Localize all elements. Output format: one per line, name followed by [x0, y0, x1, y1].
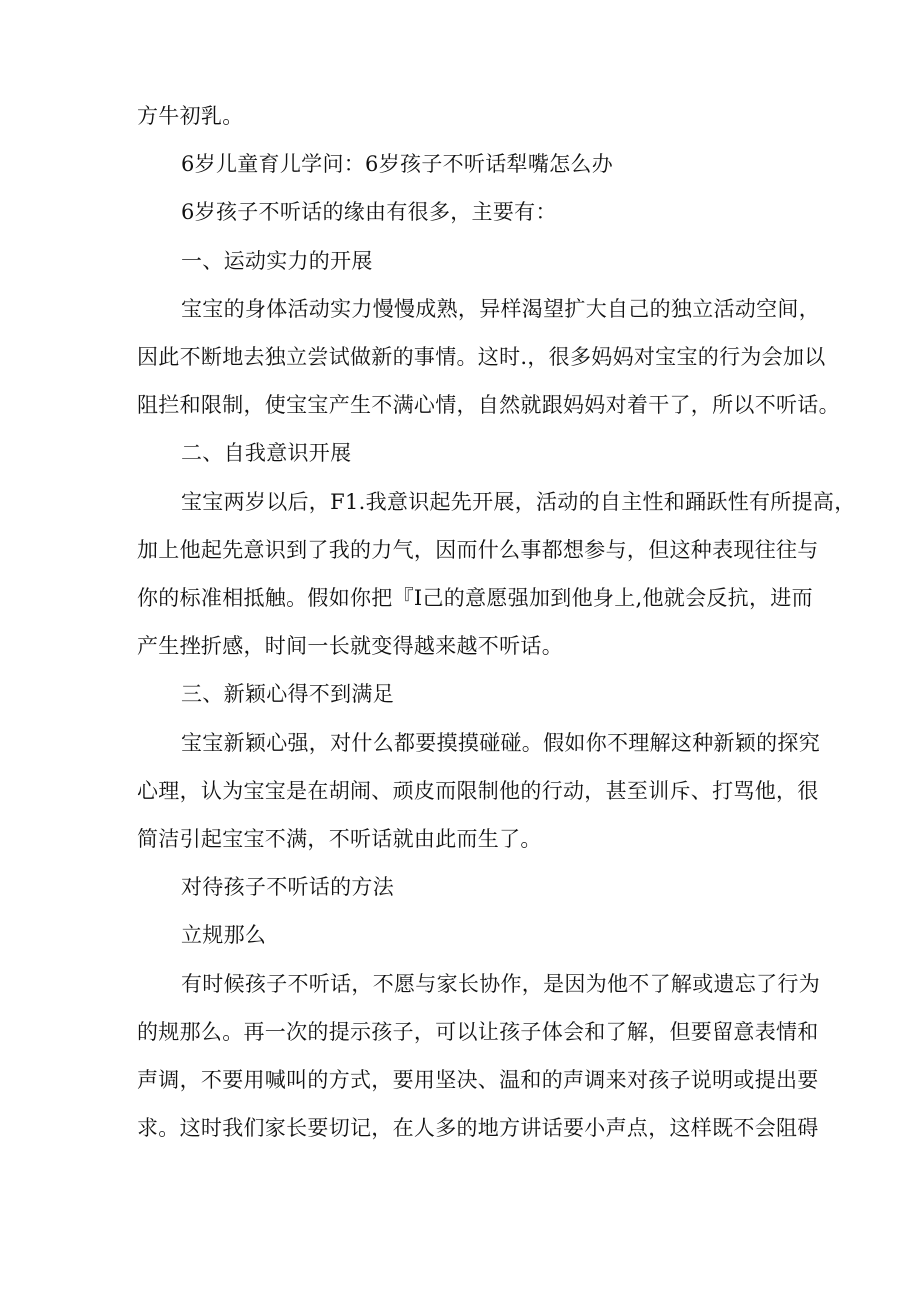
paragraph-intro: 6岁孩子不听话的缘由有很多，主要有： — [181, 200, 557, 224]
paragraph-line: 简洁引起宝宝不满，不听话就由此而生了。 — [137, 827, 542, 851]
paragraph-line: 宝宝两岁以后，F1.我意识起先开展，活动的自主性和踊跃性有所提高， — [181, 490, 856, 514]
paragraph-line: 产生挫折感，时间一长就变得越来越不听话。 — [137, 634, 563, 658]
paragraph-line: 求。这时我们家长要切记，在人多的地方讲话要小声点，这样既不会阻碍 — [137, 1116, 819, 1140]
paragraph-line: 的规那么。再一次的提示孩子，可以让孩子体会和了解，但要留意表情和 — [137, 1020, 819, 1044]
paragraph-line: 宝宝的身体活动实力慢慢成熟，异样渴望扩大自己的独立活动空间， — [181, 297, 820, 321]
heading-1: 一、运动实力的开展 — [181, 249, 373, 273]
paragraph-line: 因此不断地去独立尝试做新的事情。这时.，很多妈妈对宝宝的行为会加以 — [137, 345, 826, 369]
paragraph-line: 阻拦和限制，使宝宝产生不满心情，自然就跟妈妈对着干了，所以不听话。 — [137, 393, 840, 417]
paragraph-line: 你的标准相抵触。假如你把『I己的意愿强加到他身上,他就会反抗，进而 — [137, 586, 813, 610]
heading-methods: 对待孩子不听话的方法 — [181, 875, 394, 899]
paragraph-line: 有时候孩子不听话，不愿与家长协作，是因为他不了解或遗忘了行为 — [181, 972, 820, 996]
paragraph-line: 宝宝新颖心强，对什么都要摸摸碰碰。假如你不理解这种新颖的探究 — [181, 731, 820, 755]
heading-2: 二、自我意识开展 — [181, 441, 352, 465]
heading-3: 三、新颖心得不到满足 — [181, 682, 394, 706]
subheading-rules: 立规那么 — [181, 923, 267, 947]
paragraph-line: 心理，认为宝宝是在胡闹、顽皮而限制他的行动，甚至训斥、打骂他，很 — [137, 779, 819, 803]
text-line-continuation: 方牛初乳。 — [137, 104, 244, 128]
paragraph-line: 声调，不要用喊叫的方式，要用坚决、温和的声调来对孩子说明或提出要 — [137, 1068, 819, 1092]
paragraph-line: 加上他起先意识到了我的力气，因而什么事都想参与，但这种表现往往与 — [137, 538, 819, 562]
section-title: 6岁儿童育儿学问：6岁孩子不听话犁嘴怎么办 — [181, 152, 614, 176]
